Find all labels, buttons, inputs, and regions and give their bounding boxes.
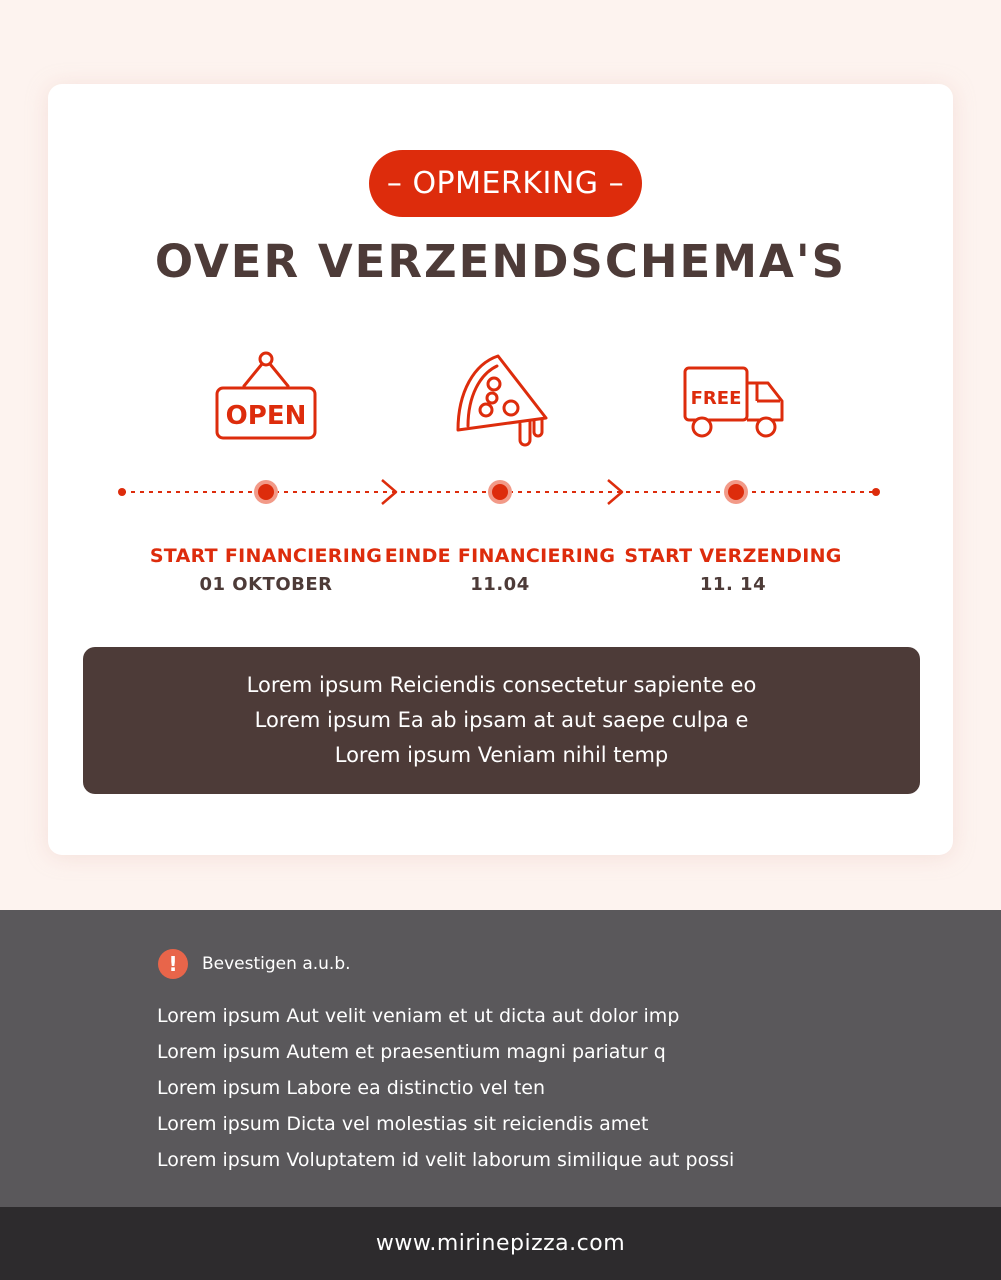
open-sign-text: OPEN: [225, 401, 307, 431]
confirm-text: Bevestigen a.u.b.: [202, 954, 351, 974]
list-item: Lorem ipsum Autem et praesentium magni pariatur q: [157, 1041, 666, 1063]
note-line: Lorem ipsum Ea ab ipsam at aut saepe culpa e: [254, 708, 749, 732]
footer-url-link[interactable]: www.mirinepizza.com: [375, 1231, 626, 1256]
list-item: Lorem ipsum Voluptatem id velit laborum similique aut possi: [157, 1149, 735, 1171]
confirm-row: [158, 948, 351, 980]
footer: [0, 1207, 1001, 1280]
info-list: [157, 998, 734, 1178]
page-title: OVER VERZENDSCHEMA'S: [154, 235, 847, 288]
step-3-label: START VERZENDING: [624, 545, 842, 567]
alert-icon: !: [158, 949, 188, 979]
notice-badge: – OPMERKING –: [369, 150, 642, 217]
step-1-label: START FINANCIERING: [149, 545, 383, 567]
list-item: Lorem ipsum Aut velit veniam et ut dicta aut dolor imp: [157, 1005, 680, 1027]
timeline-start-dot: [118, 488, 126, 496]
timeline-node-1: [258, 484, 274, 500]
note-box: [83, 647, 920, 794]
note-line: Lorem ipsum Reiciendis consectetur sapiente eo: [246, 673, 757, 697]
truck-text: FREE: [690, 388, 742, 409]
note-line: Lorem ipsum Veniam nihil temp: [334, 743, 669, 767]
list-item: Lorem ipsum Dicta vel molestias sit reiciendis amet: [157, 1113, 649, 1135]
step-2-date: 11.04: [470, 574, 530, 595]
open-sign-icon: [214, 350, 318, 442]
step-1-date: 01 OKTOBER: [199, 574, 333, 595]
free-delivery-truck-icon: [682, 365, 786, 441]
list-item: Lorem ipsum Labore ea distinctio vel ten: [157, 1077, 546, 1099]
timeline-node-3: [728, 484, 744, 500]
step-2-label: EINDE FINANCIERING: [384, 545, 616, 567]
timeline-end-dot: [872, 488, 880, 496]
step-3-date: 11. 14: [699, 574, 767, 595]
timeline-node-2: [492, 484, 508, 500]
pizza-slice-icon: [450, 352, 550, 448]
shipping-timeline: [0, 470, 1001, 518]
